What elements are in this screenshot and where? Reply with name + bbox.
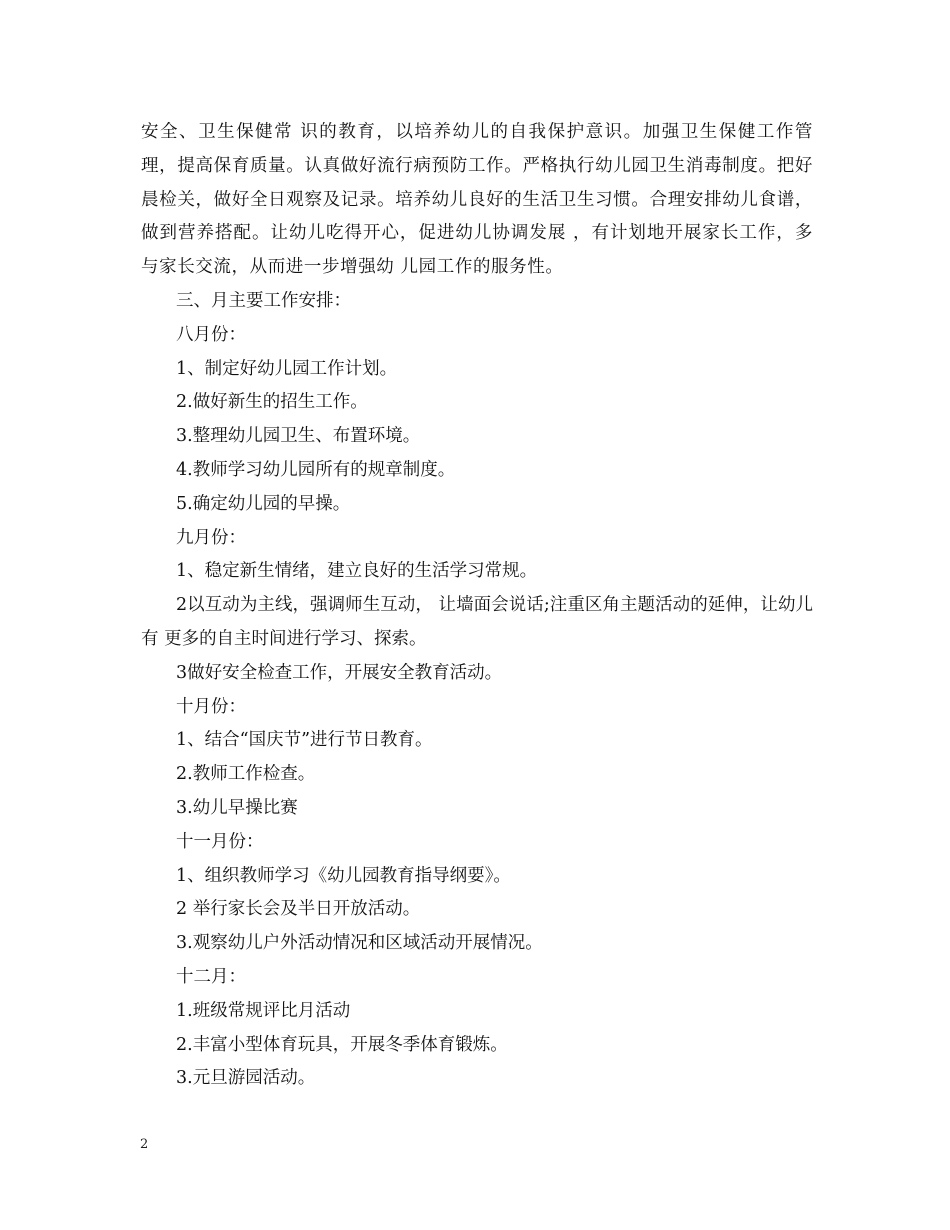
list-item: 1、稳定新生情绪，建立良好的生活学习常规。 <box>176 561 538 582</box>
paragraph-health-education: 安全、卫生保健常 识的教育，以培养幼儿的自我保护意识。加强卫生保健工作管理，提高保育质量。认真做好流行病预防工作。严格执行幼儿园卫生消毒制度。把好晨检关，做好全日观察及记录。培养幼儿良好的生活卫生习惯。合理安排幼儿食谱，做到营养搭配。让幼儿吃得开心，促进幼儿协调发展 ，有计划地开展家长工作，多与家长交流，从而进一步增强幼 儿园工作的服务性。 <box>141 122 813 278</box>
list-item: 2 举行家长会及半日开放活动。 <box>176 899 421 920</box>
month-heading-october: 十月份： <box>176 696 246 717</box>
list-item: 3做好安全检查工作，开展安全教育活动。 <box>176 662 503 683</box>
month-heading-december: 十二月： <box>176 966 246 987</box>
month-heading-september: 九月份： <box>176 527 246 548</box>
list-item: 2.做好新生的招生工作。 <box>176 392 368 413</box>
list-item: 1、组织教师学习《幼儿园教育指导纲要》。 <box>176 865 511 886</box>
list-item: 3.整理幼儿园卫生、布置环境。 <box>176 426 421 447</box>
list-item: 2.丰富小型体育玩具，开展冬季体育锻炼。 <box>176 1034 508 1055</box>
section-heading-monthly-plan: 三、月主要工作安排： <box>176 290 351 311</box>
list-item: 1、制定好幼儿园工作计划。 <box>176 358 398 379</box>
month-heading-november: 十一月份： <box>176 831 264 852</box>
month-heading-august: 八月份： <box>176 324 246 345</box>
list-item: 2.教师工作检查。 <box>176 764 316 785</box>
list-item: 1、结合“国庆节”进行节日教育。 <box>176 730 433 751</box>
page-number: 2 <box>140 1137 149 1152</box>
list-item: 4.教师学习幼儿园所有的规章制度。 <box>176 459 456 480</box>
list-item: 3.幼儿早操比赛 <box>176 797 298 818</box>
list-item: 2以互动为主线，强调师生互动， 让墙面会说话;注重区角主题活动的延伸，让幼儿有 更多的自主时间进行学习、探索。 <box>141 595 813 649</box>
list-item: 3.观察幼儿户外活动情况和区域活动开展情况。 <box>176 933 543 954</box>
document-body <box>141 116 813 1096</box>
list-item: 3.元旦游园活动。 <box>176 1068 316 1089</box>
list-item: 1.班级常规评比月活动 <box>176 1000 351 1021</box>
list-item: 5.确定幼儿园的早操。 <box>176 493 351 514</box>
